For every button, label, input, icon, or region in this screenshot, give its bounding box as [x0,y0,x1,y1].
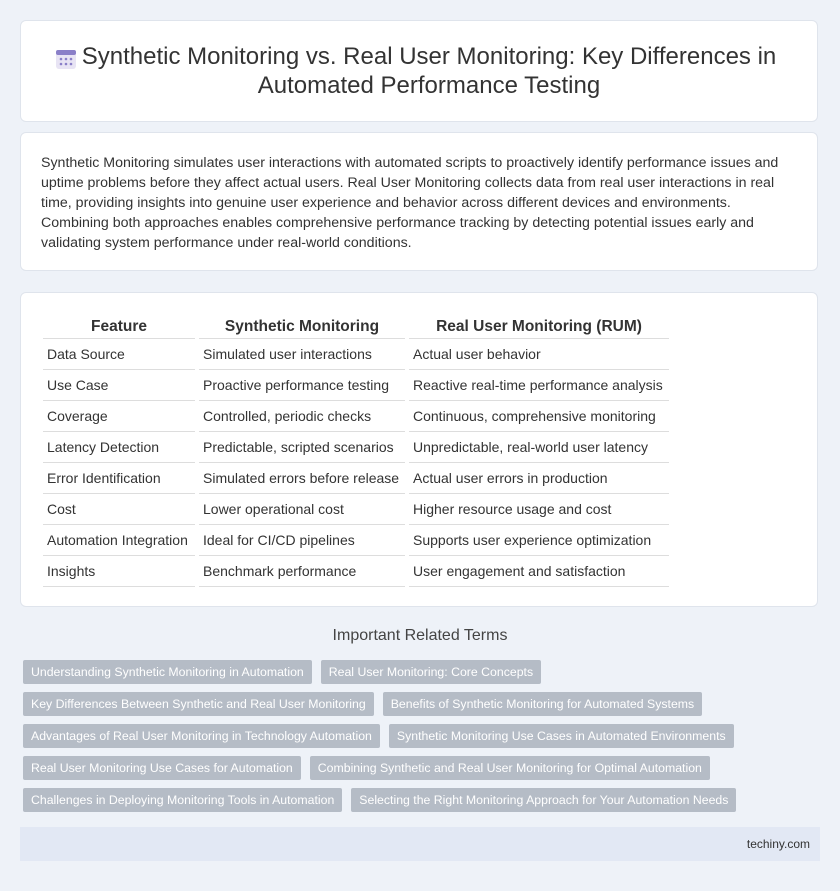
table-cell: User engagement and satisfaction [409,556,669,587]
table-cell: Automation Integration [43,525,195,556]
table-cell: Coverage [43,401,195,432]
intro-paragraph: Synthetic Monitoring simulates user interactions with automated scripts to proactively identify performance issues and uptime problems before they affect actual users. Real User Monitoring collects data from real user interactions in real time, providing insights into genuine user experience and behavior across different devices and environments. Combining both approaches enables comprehensive performance tracking by detecting potential issues early and validating system performance under real-world conditions. [41,155,779,251]
table-cell: Actual user behavior [409,339,669,370]
table-row [43,339,669,370]
table-cell: Simulated errors before release [199,463,405,494]
related-term-tag[interactable]: Selecting the Right Monitoring Approach for Your Automation Needs [351,788,736,812]
table-cell: Data Source [43,339,195,370]
footer [20,827,820,861]
table-cell: Supports user experience optimization [409,525,669,556]
table-cell: Higher resource usage and cost [409,494,669,525]
table-cell: Ideal for CI/CD pipelines [199,525,405,556]
table-cell: Latency Detection [43,432,195,463]
table-row [43,432,669,463]
related-term-tag[interactable]: Understanding Synthetic Monitoring in Automation [23,660,312,684]
table-row [43,401,669,432]
related-term-tag[interactable]: Real User Monitoring: Core Concepts [321,660,541,684]
title-card [20,20,818,122]
column-header-synthetic: Synthetic Monitoring [199,313,405,339]
column-header-feature: Feature [43,313,195,339]
table-cell: Actual user errors in production [409,463,669,494]
table-cell: Predictable, scripted scenarios [199,432,405,463]
table-cell: Continuous, comprehensive monitoring [409,401,669,432]
calendar-icon [54,47,78,71]
related-terms-list [23,660,823,820]
related-term-tag[interactable]: Key Differences Between Synthetic and Real User Monitoring [23,692,374,716]
page-title: Synthetic Monitoring vs. Real User Monitoring: Key Differences in Automated Performance Testing [81,43,777,99]
related-term-tag[interactable]: Synthetic Monitoring Use Cases in Automated Environments [389,724,734,748]
table-row [43,556,669,587]
table-row [43,370,669,401]
comparison-card [20,292,818,607]
table-cell: Proactive performance testing [199,370,405,401]
related-term-tag[interactable]: Combining Synthetic and Real User Monitoring for Optimal Automation [310,756,710,780]
table-cell: Reactive real-time performance analysis [409,370,669,401]
table-row [43,525,669,556]
intro-card [20,132,818,271]
related-term-tag[interactable]: Real User Monitoring Use Cases for Automation [23,756,301,780]
table-cell: Simulated user interactions [199,339,405,370]
table-row [43,494,669,525]
table-cell: Lower operational cost [199,494,405,525]
column-header-rum: Real User Monitoring (RUM) [409,313,669,339]
table-cell: Unpredictable, real-world user latency [409,432,669,463]
footer-site-link[interactable]: techiny.com [746,837,810,851]
related-term-tag[interactable]: Challenges in Deploying Monitoring Tools in Automation [23,788,342,812]
comparison-table [39,313,673,587]
related-term-tag[interactable]: Benefits of Synthetic Monitoring for Automated Systems [383,692,702,716]
table-cell: Controlled, periodic checks [199,401,405,432]
table-cell: Benchmark performance [199,556,405,587]
table-header-row [43,313,669,339]
table-cell: Error Identification [43,463,195,494]
table-cell: Insights [43,556,195,587]
related-terms-title: Important Related Terms [332,627,508,644]
table-row [43,463,669,494]
table-cell: Use Case [43,370,195,401]
table-cell: Cost [43,494,195,525]
related-term-tag[interactable]: Advantages of Real User Monitoring in Technology Automation [23,724,380,748]
